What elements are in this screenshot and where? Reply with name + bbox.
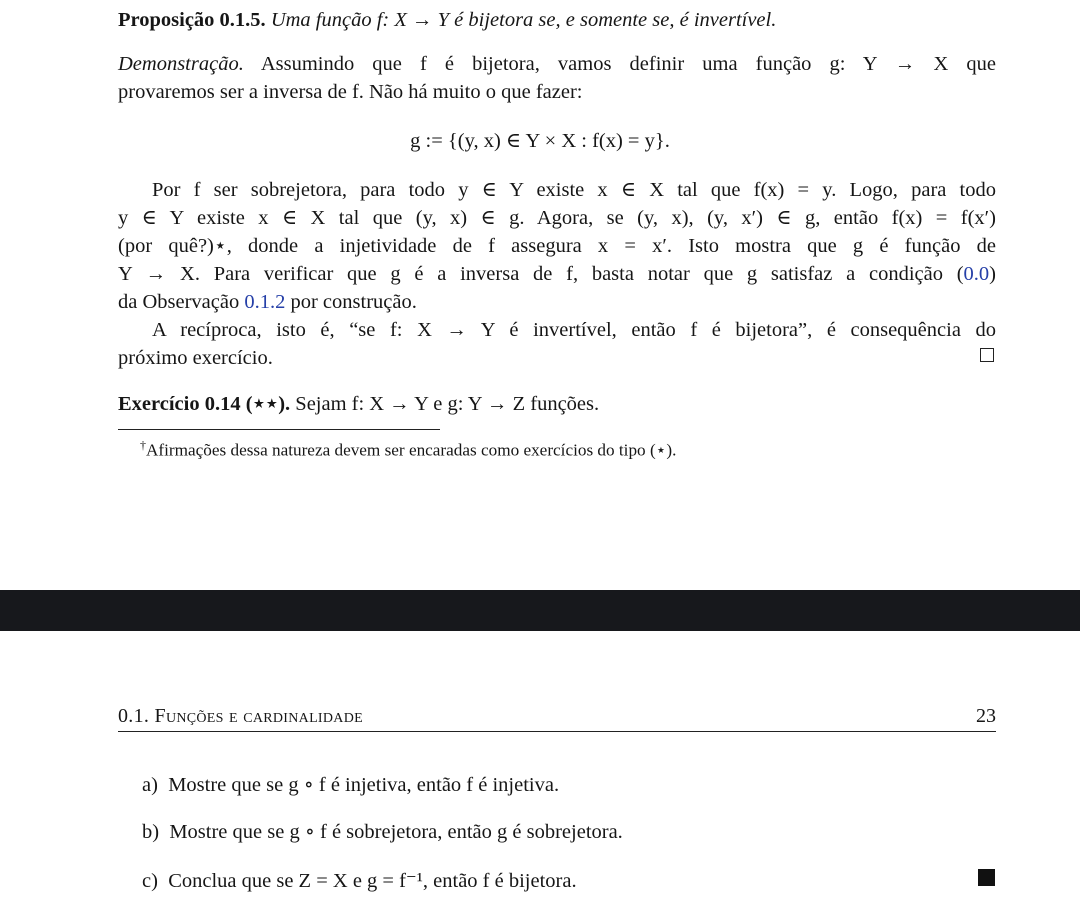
end-of-exercise-square-icon: [978, 869, 995, 886]
running-header-title: [118, 702, 363, 730]
proof-p2-line-2: y ∈ Y existe x ∈ X tal que (y, x) ∈ g. Agora, se (y, x), (y, x′) ∈ g, então f(x) = f(x′): [118, 207, 996, 229]
exercise-item: [142, 771, 559, 799]
proof-p3-line-2: próximo exercício.: [118, 347, 273, 369]
observation-ref-link[interactable]: 0.1.2: [244, 291, 286, 313]
proposition-label: Proposição 0.1.5.: [118, 9, 266, 31]
exercise-item: [142, 867, 577, 895]
proposition-statement: Uma função f: X → Y é bijetora se, e somente se, é invertível.: [270, 9, 777, 31]
exercise-statement: Sejam f: X → Y e g: Y → Z funções.: [295, 393, 600, 415]
item-text: Mostre que se g ∘ f é injetiva, então f é injetiva.: [168, 774, 560, 796]
section-title: Funções e cardinalidade: [154, 705, 363, 727]
exercise: [118, 390, 996, 418]
qed-box-icon: [980, 348, 994, 362]
exercise-stars: (⋆⋆).: [245, 393, 291, 415]
proof-p2-line-3: (por quê?)⋆, donde a injetividade de f assegura x = x′. Isto mostra que g é função de: [118, 235, 996, 257]
item-label: c): [142, 870, 158, 892]
definition-equation: g := {(y, x) ∈ Y × X : f(x) = y}.: [410, 130, 670, 152]
proof-p2-line-5-a: da Observação: [118, 291, 245, 313]
footnote-mark: †: [140, 438, 146, 452]
footnote: [140, 432, 676, 464]
item-label: b): [142, 821, 160, 843]
item-text: Mostre que se g ∘ f é sobrejetora, então g é sobrejetora.: [169, 821, 623, 843]
proof-p2-line-4-b: ): [989, 263, 996, 285]
footnote-text: Afirmações dessa natureza devem ser encaradas como exercícios do tipo (⋆).: [146, 440, 677, 460]
page-number: 23: [976, 705, 996, 727]
section-number: 0.1.: [118, 705, 150, 727]
proof-line-1-text: Assumindo que f é bijetora, vamos definir uma função g: Y → X que: [260, 53, 997, 75]
proof-p2-line-1: Por f ser sobrejetora, para todo y ∈ Y existe x ∈ X tal que f(x) = y. Logo, para todo: [152, 179, 996, 201]
footnote-rule: [118, 429, 440, 430]
proof-p3-line-1: A recíproca, isto é, “se f: X → Y é invertível, então f é bijetora”, é consequência do: [152, 319, 996, 341]
item-text: Conclua que se Z = X e g = f⁻¹, então f é bijetora.: [168, 870, 577, 892]
proof-p2-line-5-b: por construção.: [285, 291, 417, 313]
proposition: [118, 6, 776, 34]
page-separator-band: [0, 590, 1080, 631]
exercise-label: Exercício 0.14: [118, 393, 241, 415]
proof-p2-line-4: [118, 260, 996, 288]
proof-line-2: provaremos ser a inversa de f. Não há muito o que fazer:: [118, 81, 583, 103]
proof-p2-line-5: [118, 288, 996, 316]
equation-ref-link[interactable]: 0.0: [963, 263, 990, 285]
exercise-item: [142, 818, 623, 846]
proof-label: Demonstração.: [118, 53, 244, 75]
item-label: a): [142, 774, 158, 796]
proof-line-1: [118, 50, 996, 78]
header-rule: [118, 731, 996, 732]
proof-p2-line-4-a: Y → X. Para verificar que g é a inversa de f, basta notar que g satisfaz a condição (: [118, 263, 964, 285]
